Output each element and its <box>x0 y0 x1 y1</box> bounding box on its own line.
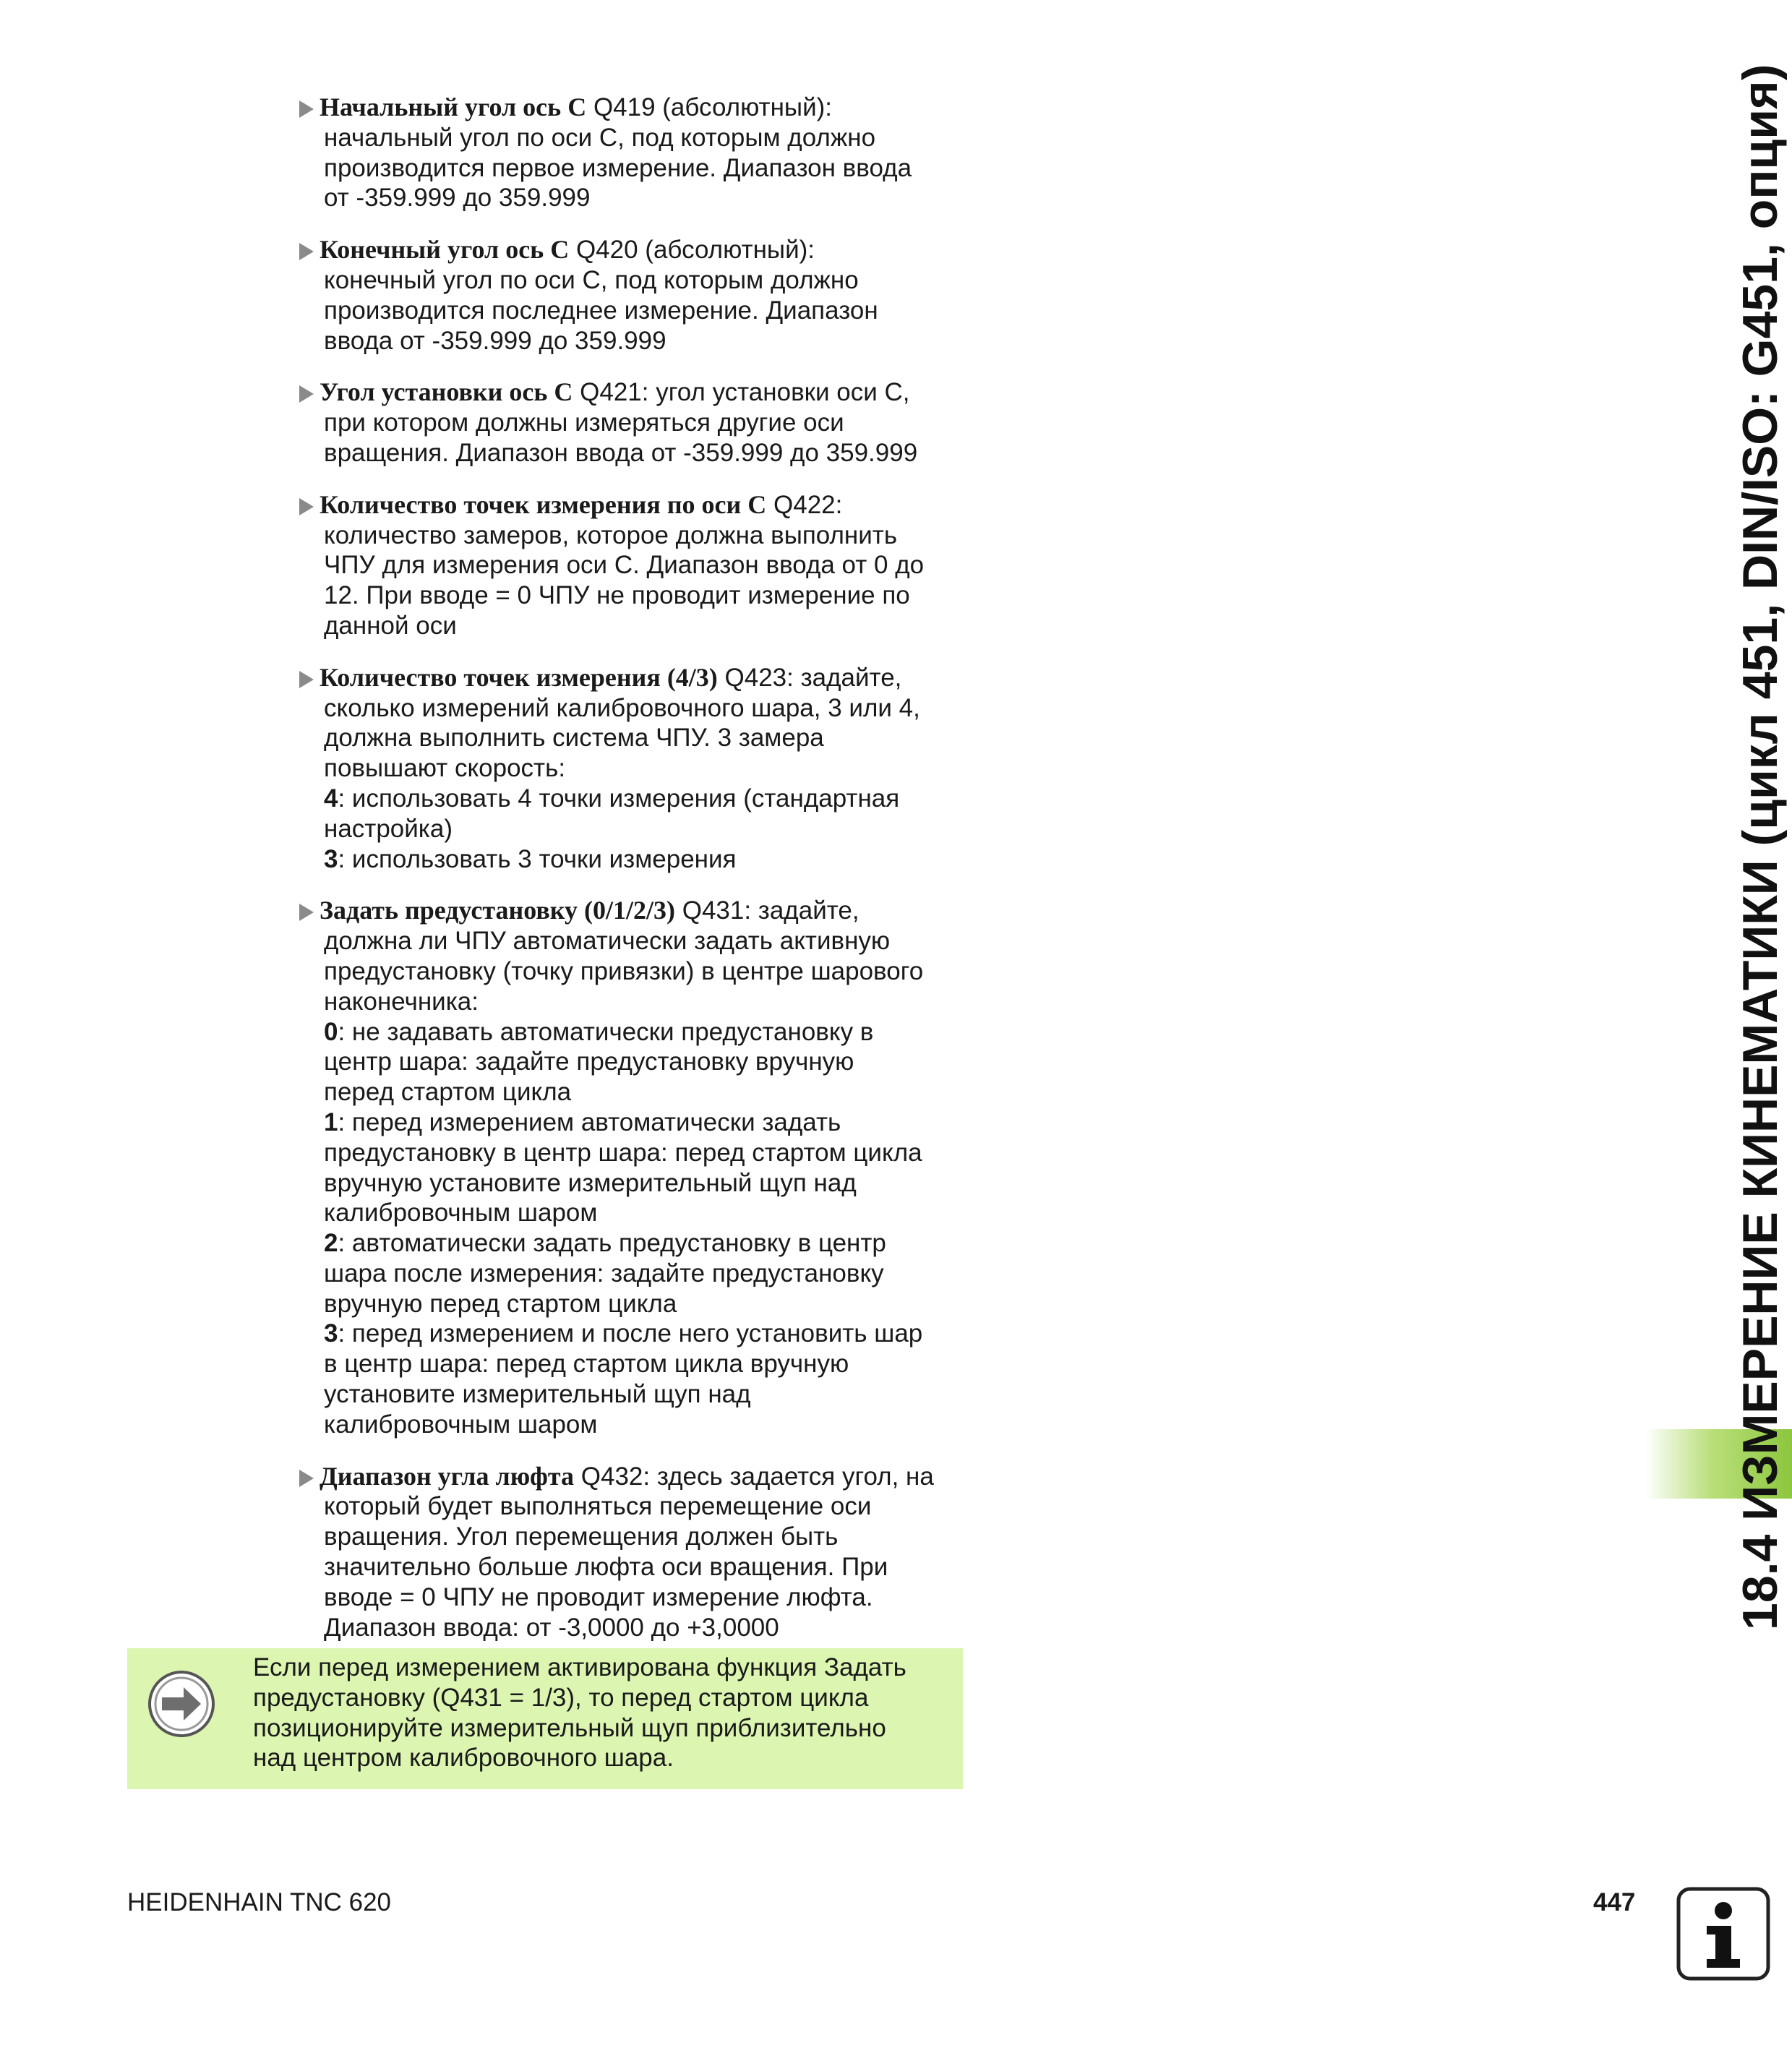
param-text: от -359.999 до 359.999 <box>324 184 591 213</box>
option-text: вручную установите измерительный щуп над <box>324 1168 857 1197</box>
bullet-triangle-icon <box>299 100 314 118</box>
note-text: Если перед измерением активирована функция Задать предустановку (Q431 = 1/3), то перед стартом цикла позиционируйте измерительный щуп приблизительно над центром калибровочного шара. <box>253 1653 906 1773</box>
option-key: 3 <box>324 1319 338 1348</box>
option-key: 3 <box>324 844 338 873</box>
param-text: Q421: угол установки оси C, <box>580 378 910 407</box>
bullet-triangle-icon <box>299 385 314 403</box>
param-text: сколько измерений калибровочного шара, 3 или 4, <box>324 693 920 722</box>
param-text: 12. При вводе = 0 ЧПУ не проводит измерение по <box>324 581 910 610</box>
param-text: Q432: здесь задается угол, на <box>580 1462 934 1491</box>
param-text: предустановку (точку привязки) в центре шарового <box>324 956 924 985</box>
param-text: производится последнее измерение. Диапазон <box>324 296 878 325</box>
param-q419 <box>298 93 970 213</box>
note-box <box>127 1648 963 1789</box>
chapter-side-title: 18.4 ИЗМЕРЕНИЕ КИНЕМАТИКИ (цикл 451, DIN/ISO: G451, опция) <box>1733 64 1788 1630</box>
param-name: Задать предустановку (0/1/2/3) <box>320 896 675 925</box>
option-text: предустановку в центр шара: перед стартом цикла <box>324 1138 922 1167</box>
option-text: настройка) <box>324 814 453 843</box>
param-name: Конечный угол ось С <box>320 235 570 265</box>
option-text: калибровочным шаром <box>324 1199 598 1227</box>
param-text: производится первое измерение. Диапазон ввода <box>324 153 912 182</box>
param-text: вращения. Угол перемещения должен быть <box>324 1522 839 1551</box>
param-text: Q423: задайте, <box>724 663 902 692</box>
param-text: Q431: задайте, <box>682 896 859 925</box>
bullet-triangle-icon <box>299 904 314 921</box>
bullet-triangle-icon <box>299 498 314 515</box>
param-text: Диапазон ввода: от -3,0000 до +3,0000 <box>324 1613 779 1642</box>
param-text: ввода от -359.999 до 359.999 <box>324 326 666 355</box>
footer-product: HEIDENHAIN TNC 620 <box>127 1888 392 1916</box>
param-q422 <box>298 490 970 641</box>
arrow-right-icon <box>147 1670 215 1738</box>
param-text: Q422: <box>773 490 843 519</box>
info-icon <box>1676 1887 1770 1981</box>
option-line: 3: использовать 3 точки измерения <box>324 844 737 873</box>
option-text: шара после измерения: задайте предустановку <box>324 1259 884 1288</box>
option-key: 2 <box>324 1229 338 1258</box>
option-line: 0: не задавать автоматически предустановку в <box>324 1017 874 1046</box>
option-line: 4: использовать 4 точки измерения (стандартная <box>324 784 900 813</box>
param-text: количество замеров, которое должна выполнить <box>324 520 898 549</box>
param-text: должна выполнить система ЧПУ. 3 замера <box>324 724 824 753</box>
param-text: Q420 (абсолютный): <box>575 236 815 265</box>
option-text: перед стартом цикла <box>324 1078 572 1107</box>
option-text: установите измерительный щуп над <box>324 1380 751 1409</box>
parameter-list <box>298 93 970 1664</box>
param-name: Угол установки ось С <box>320 377 573 407</box>
option-key: 0 <box>324 1017 338 1046</box>
param-text: значительно больше люфта оси вращения. При <box>324 1553 888 1582</box>
param-text: ЧПУ для измерения оси C. Диапазон ввода от 0 до <box>324 551 925 580</box>
param-text: повышают скорость: <box>324 754 566 783</box>
param-text: при котором должны измеряться другие оси <box>324 408 844 437</box>
option-line: 1: перед измерением автоматически задать <box>324 1107 841 1136</box>
param-q423 <box>298 663 970 875</box>
param-name: Диапазон угла люфта <box>320 1461 575 1491</box>
param-text: вводе = 0 ЧПУ не проводит измерение люфта. <box>324 1582 873 1611</box>
page-number: 447 <box>1593 1888 1636 1916</box>
option-text: калибровочным шаром <box>324 1410 598 1439</box>
param-text: конечный угол по оси C, под которым должно <box>324 265 859 294</box>
option-text: центр шара: задайте предустановку вручную <box>324 1047 854 1076</box>
param-q421 <box>298 377 970 468</box>
param-q420 <box>298 235 970 356</box>
option-key: 4 <box>324 784 338 813</box>
param-name: Начальный угол ось С <box>320 93 587 121</box>
option-text: вручную перед стартом цикла <box>324 1289 677 1318</box>
param-text: Q419 (абсолютный): <box>593 93 832 121</box>
option-line: 2: автоматически задать предустановку в центр <box>324 1229 886 1258</box>
option-line: 3: перед измерением и после него установить шар <box>324 1319 923 1348</box>
param-name: Количество точек измерения по оси С <box>320 489 767 519</box>
param-q432 <box>298 1462 970 1643</box>
option-key: 1 <box>324 1107 338 1136</box>
param-text: который будет выполняться перемещение оси <box>324 1492 872 1521</box>
option-text: в центр шара: перед стартом цикла вручную <box>324 1350 849 1379</box>
param-text: вращения. Диапазон ввода от -359.999 до 359.999 <box>324 438 918 467</box>
bullet-triangle-icon <box>299 1470 314 1487</box>
param-text: данной оси <box>324 611 457 640</box>
param-text: начальный угол по оси C, под которым должно <box>324 123 876 152</box>
bullet-triangle-icon <box>299 243 314 260</box>
param-name: Количество точек измерения (4/3) <box>320 662 718 692</box>
param-text: наконечника: <box>324 987 479 1016</box>
param-text: должна ли ЧПУ автоматически задать активную <box>324 927 891 956</box>
param-q431 <box>298 896 970 1439</box>
bullet-triangle-icon <box>299 671 314 688</box>
